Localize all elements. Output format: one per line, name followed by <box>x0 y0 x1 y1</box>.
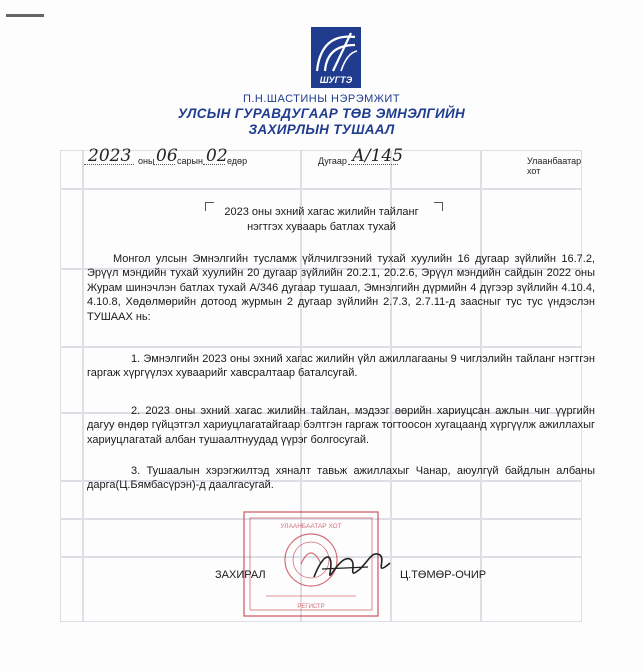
date-day: 02 <box>206 146 228 166</box>
date-day-suffix: едөр <box>227 156 248 166</box>
order-title-line1: 2023 оны эхний хагас жилийн тайланг <box>224 206 419 218</box>
order-item-3: 3. Тушаалын хэрэгжилтэд хяналт тавьж ажиллахыг Чанар, аюулгүй байдлын албаны дарга(Ц.Бямбасүрэн)-д даалгасугай. <box>87 465 595 492</box>
date-year-suffix: оны <box>138 156 155 166</box>
signatory-name: Ц.ТӨМӨР-ОЧИР <box>400 569 487 581</box>
order-title-line2: нэгтгэх хуваарь батлах тухай <box>247 221 396 233</box>
place-name: Улаанбаатар хот <box>527 156 582 176</box>
preamble-paragraph: Монгол улсын Эмнэлгийн тусламж үйлчилгээний тухай хуулийн 16 дугаар зүйлийн 16.7.2, Эрүүл мэндийн тухай хуулийн 20 дугаар зүйлийн 20.2.1, 20.2.6, Эрүүл мэндийн сайдын 2022 оны Журам шинэчлэн батлах тухай А/346 дугаар тушаал, Эмнэлгийн дүрмийн 4 дүгээр зүйлийн 4.10.4, 4.10.8, Хөдөлмөрийн дотоод журмын 2 дугаар зүйлийн 2.7.3, 2.7.11-д заасныг тус тус үндэслэн ТУШААХ нь: <box>87 253 595 323</box>
logo-text: ШУГТЭ <box>319 75 353 85</box>
signatory-role: ЗАХИРАЛ <box>215 569 266 581</box>
organization-name-line2: УЛСЫН ГУРАВДУГААР ТӨВ ЭМНЭЛГИЙН <box>177 106 466 121</box>
order-item-1: 1. Эмнэлгийн 2023 оны эхний хагас жилийн үйл ажиллагааны 9 чиглэлийн тайланг нэгтгэн гаргаж хүргүүлэх хуваарийг хавсралтаар баталсугай. <box>87 353 595 380</box>
scan-artifact-line <box>6 14 44 17</box>
hospital-logo <box>311 27 361 88</box>
date-year: 2023 <box>88 146 132 166</box>
order-item-2: 2. 2023 оны эхний хагас жилийн тайлан, мэдээг өөрийн хариуцсан ажлын чиг үүргийн дагуу өндөр гүйцэтгэл хариуцлагатайгаар бэлтгэн гаргаж тогтоосон хугацаанд хүргүүлж ажиллахыг хариуцлагатай албан тушаалтнуудад үүрэг болгосугай. <box>87 405 595 446</box>
stamp-top-text: УЛААНБААТАР ХОТ <box>280 523 342 530</box>
order-number: А/145 <box>352 146 404 166</box>
handwritten-signature <box>310 547 396 587</box>
order-number-label: Дугаар <box>318 156 347 166</box>
date-month: 06 <box>156 146 178 166</box>
document-type-heading: ЗАХИРЛЫН ТУШААЛ <box>248 122 395 137</box>
stamp-bottom-text: РЕГИСТР <box>297 604 325 610</box>
organization-name-line1: П.Н.ШАСТИНЫ НЭРЭМЖИТ <box>242 93 401 105</box>
date-month-suffix: сарын <box>177 156 203 166</box>
